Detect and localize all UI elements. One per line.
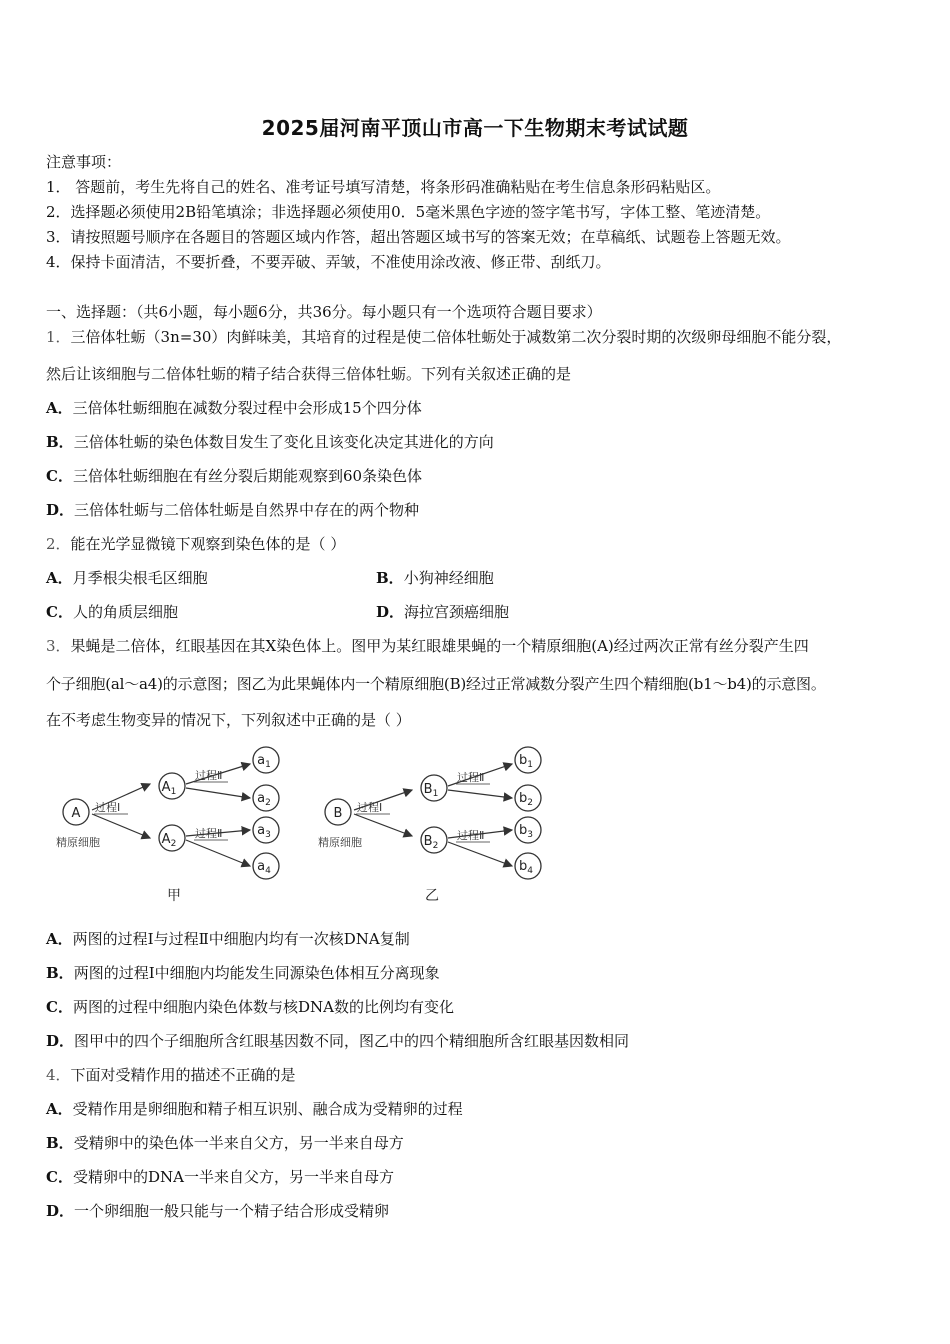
option-text: 小狗神经细胞 [403, 569, 494, 587]
label-letter: A [161, 780, 171, 795]
label-sub: 4 [527, 866, 533, 876]
notice-item: 3．请按照题号顺序在各题目的答题区域内作答，超出答题区域书写的答案无效；在草稿纸、试题卷上答题无效。 [46, 228, 791, 246]
q4-option-b [46, 1133, 404, 1153]
q1-option-a [46, 398, 422, 418]
question-number: 2． [46, 535, 71, 553]
label-letter: b [519, 753, 528, 768]
option-letter: C． [46, 603, 73, 621]
question-2-stem [46, 534, 345, 554]
label-sub: 1 [265, 760, 271, 770]
q1-option-c [46, 466, 422, 486]
option-text: 图甲中的四个子细胞所含红眼基因数不同，图乙中的四个精细胞所含红眼基因数相同 [74, 1032, 630, 1050]
option-letter: D． [46, 1032, 75, 1050]
label-letter: a [257, 791, 266, 806]
notice-item: 2．选择题必须使用2B铅笔填涂；非选择题必须使用0．5毫米黑色字迹的签字笔书写，字体工整、笔迹清楚。 [46, 203, 771, 221]
option-text: 两图的过程中细胞内染色体数与核DNA数的比例均有变化 [72, 998, 454, 1016]
option-text: 受精卵中的染色体一半来自父方，另一半来自母方 [73, 1134, 404, 1152]
process-2-label: 过程Ⅱ [195, 827, 223, 840]
label-letter: a [257, 753, 266, 768]
q2-option-d [376, 602, 509, 622]
arrow-yi-b1-to-leaf2 [448, 790, 512, 798]
cell-A-label: A [71, 806, 81, 821]
question-3-stem-cont: 个子细胞(al～a4)的示意图；图乙为此果蝇体内一个精原细胞(B)经过正常减数分裂产生四个精细胞(b1～b4)的示意图。 [46, 675, 826, 693]
option-letter: B． [46, 1134, 74, 1152]
label-sub: 2 [265, 798, 271, 808]
question-3-stem-cont: 在不考虑生物变异的情况下，下列叙述中正确的是（ ） [46, 711, 411, 729]
option-text: 两图的过程Ⅰ与过程Ⅱ中细胞内均有一次核DNA复制 [72, 930, 410, 948]
cell-division-diagram [46, 742, 566, 912]
q1-option-b [46, 432, 494, 452]
option-letter: A． [46, 930, 73, 948]
option-letter: A． [46, 1100, 73, 1118]
option-letter: C． [46, 1168, 73, 1186]
question-number: 4． [46, 1066, 71, 1084]
q3-option-a [46, 929, 410, 949]
diagram-caption-yi: 乙 [425, 888, 439, 904]
label-letter: b [519, 859, 528, 874]
q2-option-a [46, 568, 208, 588]
notice-item: 1． 答题前，考生先将自己的姓名、准考证号填写清楚，将条形码准确粘贴在考生信息条形码粘贴区。 [46, 178, 721, 196]
label-letter: a [257, 859, 266, 874]
option-text: 受精作用是卵细胞和精子相互识别、融合成为受精卵的过程 [72, 1100, 463, 1118]
process-1-label: 过程Ⅰ [95, 801, 121, 814]
option-letter: A． [46, 399, 73, 417]
q3-option-b [46, 963, 440, 983]
option-text: 人的角质层细胞 [72, 603, 178, 621]
option-text: 海拉宫颈癌细胞 [404, 603, 510, 621]
notice-heading: 注意事项： [46, 153, 122, 171]
label-sub: 3 [265, 830, 271, 840]
option-letter: D． [46, 501, 75, 519]
question-4-stem [46, 1065, 296, 1085]
option-text: 三倍体牡蛎与二倍体牡蛎是自然界中存在的两个物种 [74, 501, 420, 519]
q3-option-c [46, 997, 454, 1017]
label-sub: 1 [170, 787, 177, 797]
label-sub: 1 [527, 760, 533, 770]
label-letter: B [423, 834, 433, 849]
option-letter: A． [46, 569, 73, 587]
process-2-label: 过程Ⅱ [457, 829, 485, 842]
question-text: 能在光学显微镜下观察到染色体的是（ ） [70, 535, 346, 553]
label-sub: 3 [527, 830, 533, 840]
q3-option-d [46, 1031, 629, 1051]
label-letter: b [519, 823, 528, 838]
label-sub: 2 [170, 839, 177, 849]
option-text: 两图的过程Ⅰ中细胞内均能发生同源染色体相互分离现象 [73, 964, 440, 982]
label-sub: 4 [265, 866, 271, 876]
notice-item: 4．保持卡面清洁，不要折叠，不要弄破、弄皱，不准使用涂改液、修正带、刮纸刀。 [46, 253, 611, 271]
label-letter: A [161, 832, 171, 847]
option-letter: B． [376, 569, 404, 587]
question-text: 果蝇是二倍体，红眼基因在其X染色体上。图甲为某红眼雄果蝇的一个精原细胞(A)经过两次正常有丝分裂产生四 [70, 637, 809, 655]
question-number: 1． [46, 328, 71, 346]
option-text: 三倍体牡蛎细胞在有丝分裂后期能观察到60条染色体 [72, 467, 423, 485]
option-letter: B． [46, 433, 74, 451]
question-3-stem [46, 636, 809, 656]
q4-option-d [46, 1201, 389, 1221]
option-letter: D． [46, 1202, 75, 1220]
option-text: 受精卵中的DNA一半来自父方，另一半来自母方 [72, 1168, 394, 1186]
option-letter: B． [46, 964, 74, 982]
q2-option-c [46, 602, 178, 622]
option-letter: D． [376, 603, 405, 621]
option-text: 三倍体牡蛎的染色体数目发生了变化且该变化决定其进化的方向 [73, 433, 494, 451]
section-heading: 一、选择题：（共6小题，每小题6分，共36分。每小题只有一个选项符合题目要求） [46, 303, 602, 321]
label-letter: a [257, 823, 266, 838]
label-letter: B [423, 782, 433, 797]
arrow-yi-root-to-b2 [354, 814, 412, 836]
label-sub: 1 [432, 789, 439, 799]
cell-B-label: B [333, 806, 343, 821]
question-1-stem [46, 327, 841, 347]
arrow-jia-a2-to-leaf4 [186, 840, 250, 866]
option-letter: C． [46, 998, 73, 1016]
page-title: 2025届河南平顶山市高一下生物期末考试试题 [261, 116, 689, 140]
option-letter: C． [46, 467, 73, 485]
question-text: 三倍体牡蛎（3n=30）肉鲜味美，其培育的过程是使二倍体牡蛎处于减数第二次分裂时期的次级卵母细胞不能分裂， [70, 328, 842, 346]
diagram-caption-jia: 甲 [167, 888, 181, 904]
question-1-stem-cont: 然后让该细胞与二倍体牡蛎的精子结合获得三倍体牡蛎。下列有关叙述正确的是 [46, 365, 572, 383]
spermatogonium-label: 精原细胞 [56, 836, 100, 849]
q2-option-b [376, 568, 494, 588]
label-sub: 2 [527, 798, 533, 808]
question-number: 3． [46, 637, 71, 655]
arrow-jia-a1-to-leaf2 [186, 788, 250, 798]
question-text: 下面对受精作用的描述不正确的是 [70, 1066, 296, 1084]
label-sub: 2 [432, 841, 439, 851]
option-text: 三倍体牡蛎细胞在减数分裂过程中会形成15个四分体 [72, 399, 422, 417]
process-2-label: 过程Ⅱ [457, 771, 485, 784]
process-1-label: 过程Ⅰ [357, 801, 383, 814]
q1-option-d [46, 500, 419, 520]
process-2-label: 过程Ⅱ [195, 769, 223, 782]
option-text: 月季根尖根毛区细胞 [72, 569, 208, 587]
arrow-yi-b2-to-leaf4 [448, 842, 512, 866]
label-letter: b [519, 791, 528, 806]
q4-option-c [46, 1167, 394, 1187]
q4-option-a [46, 1099, 463, 1119]
arrow-jia-root-to-a2 [92, 814, 150, 838]
spermatogonium-label: 精原细胞 [318, 836, 362, 849]
diagram-svg [46, 742, 566, 912]
option-text: 一个卵细胞一般只能与一个精子结合形成受精卵 [74, 1202, 390, 1220]
